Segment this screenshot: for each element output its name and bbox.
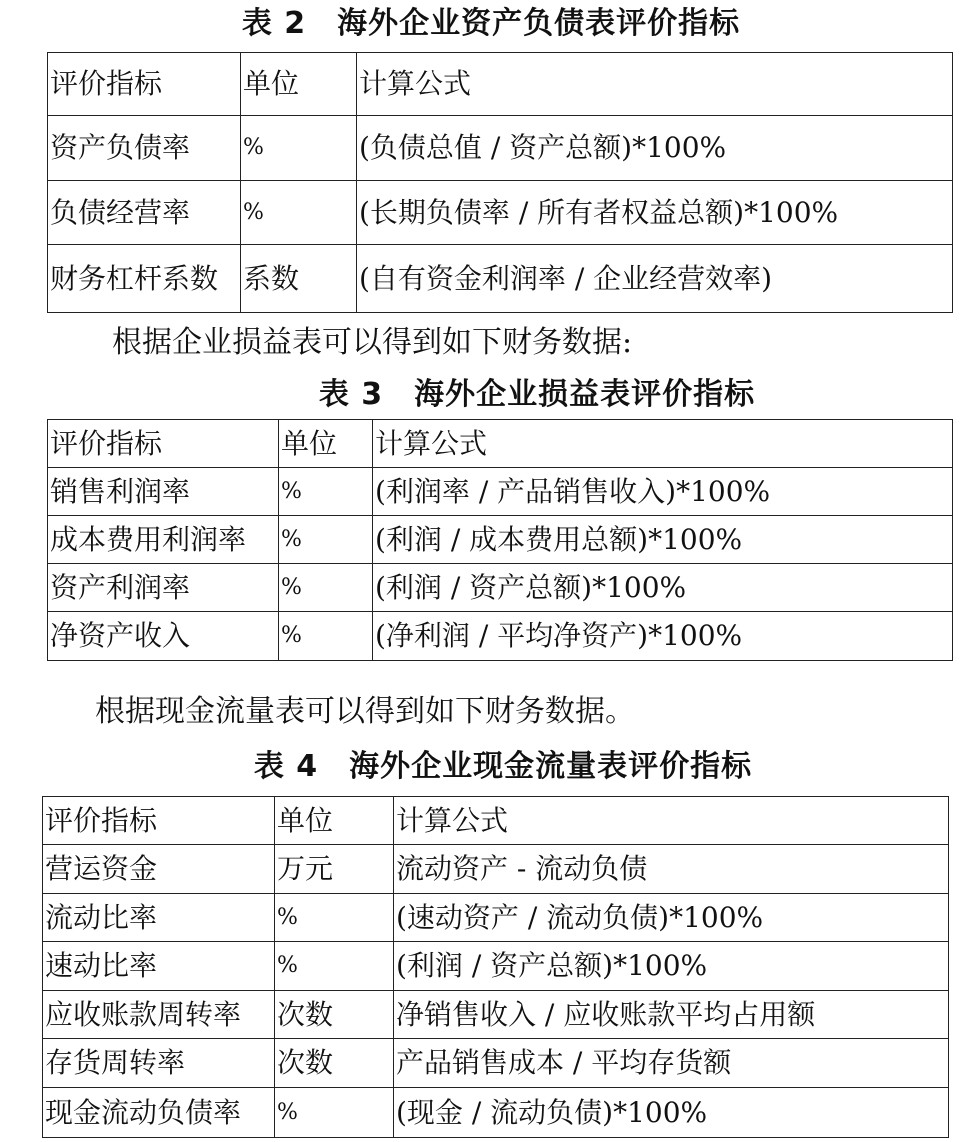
indicator-cell: 净资产收入	[48, 612, 279, 661]
unit-cell: 万元	[275, 845, 394, 894]
header-formula: 计算公式	[357, 53, 953, 116]
header-formula: 计算公式	[373, 420, 953, 468]
paragraph-cash-flow: 根据现金流量表可以得到如下财务数据。	[95, 694, 635, 729]
indicator-cell: 成本费用利润率	[48, 516, 279, 564]
formula-cell: (利润率 / 产品销售收入)*100%	[373, 468, 953, 516]
indicator-cell: 资产负债率	[48, 116, 241, 181]
formula-cell: (长期负债率 / 所有者权益总额)*100%	[357, 181, 953, 245]
formula-cell: 产品销售成本 / 平均存货额	[394, 1039, 949, 1088]
indicator-cell: 负债经营率	[48, 181, 241, 245]
table-row	[48, 612, 953, 661]
table-3	[47, 419, 953, 661]
unit-cell: %	[275, 894, 394, 942]
table-3-caption: 表 3 海外企业损益表评价指标	[318, 377, 756, 412]
header-unit: 单位	[241, 53, 357, 116]
table-row	[48, 516, 953, 564]
indicator-cell: 应收账款周转率	[43, 991, 275, 1039]
formula-cell: 流动资产 - 流动负债	[394, 845, 949, 894]
unit-cell: %	[279, 564, 373, 612]
header-indicator: 评价指标	[43, 797, 275, 845]
unit-cell: %	[279, 468, 373, 516]
table-row	[48, 468, 953, 516]
formula-cell: (利润 / 资产总额)*100%	[373, 564, 953, 612]
unit-cell: %	[279, 612, 373, 661]
table-4	[42, 796, 949, 1138]
indicator-cell: 资产利润率	[48, 564, 279, 612]
table-row	[48, 564, 953, 612]
table-row	[43, 894, 949, 942]
unit-cell: 次数	[275, 1039, 394, 1088]
table-2	[47, 52, 953, 313]
table-row	[48, 245, 953, 313]
unit-cell: %	[241, 181, 357, 245]
formula-cell: 净销售收入 / 应收账款平均占用额	[394, 991, 949, 1039]
formula-cell: (利润 / 资产总额)*100%	[394, 942, 949, 991]
header-formula: 计算公式	[394, 797, 949, 845]
table-row	[43, 1039, 949, 1088]
indicator-cell: 流动比率	[43, 894, 275, 942]
indicator-cell: 速动比率	[43, 942, 275, 991]
paragraph-income-statement: 根据企业损益表可以得到如下财务数据:	[112, 325, 633, 360]
header-indicator: 评价指标	[48, 53, 241, 116]
indicator-cell: 财务杠杆系数	[48, 245, 241, 313]
unit-cell: %	[279, 516, 373, 564]
unit-cell: %	[275, 942, 394, 991]
formula-cell: (负债总值 / 资产总额)*100%	[357, 116, 953, 181]
formula-cell: (现金 / 流动负债)*100%	[394, 1088, 949, 1138]
header-unit: 单位	[275, 797, 394, 845]
formula-cell: (自有资金利润率 / 企业经营效率)	[357, 245, 953, 313]
table-header-row	[48, 420, 953, 468]
table-row	[43, 845, 949, 894]
table-row	[48, 116, 953, 181]
table-row	[43, 942, 949, 991]
table-header-row	[43, 797, 949, 845]
indicator-cell: 现金流动负债率	[43, 1088, 275, 1138]
table-row	[43, 1088, 949, 1138]
formula-cell: (净利润 / 平均净资产)*100%	[373, 612, 953, 661]
table-4-caption: 表 4 海外企业现金流量表评价指标	[253, 749, 753, 784]
unit-cell: 系数	[241, 245, 357, 313]
header-unit: 单位	[279, 420, 373, 468]
table-row	[43, 991, 949, 1039]
header-indicator: 评价指标	[48, 420, 279, 468]
table-header-row	[48, 53, 953, 116]
indicator-cell: 销售利润率	[48, 468, 279, 516]
indicator-cell: 存货周转率	[43, 1039, 275, 1088]
unit-cell: %	[275, 1088, 394, 1138]
unit-cell: 次数	[275, 991, 394, 1039]
formula-cell: (利润 / 成本费用总额)*100%	[373, 516, 953, 564]
unit-cell: %	[241, 116, 357, 181]
table-2-caption: 表 2 海外企业资产负债表评价指标	[241, 6, 741, 41]
table-row	[48, 181, 953, 245]
formula-cell: (速动资产 / 流动负债)*100%	[394, 894, 949, 942]
indicator-cell: 营运资金	[43, 845, 275, 894]
